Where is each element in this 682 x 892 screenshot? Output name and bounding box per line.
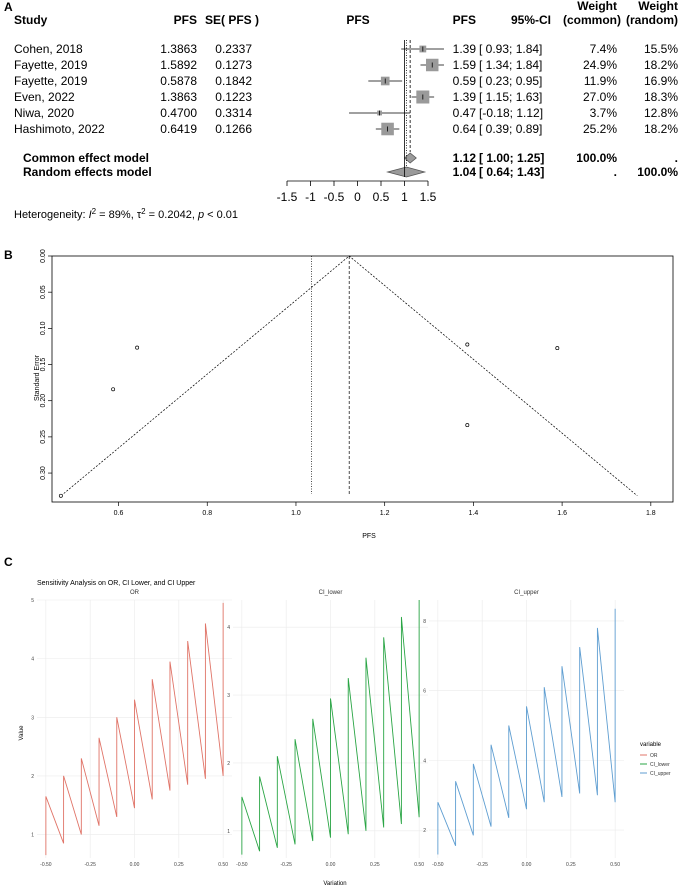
- sensitivity-plot: [4, 555, 671, 887]
- study-se: 0.1223: [215, 90, 252, 104]
- model-name: Common effect model: [23, 151, 150, 165]
- sensitivity-xlabel: Variation: [323, 881, 347, 887]
- study-ci: [ 1.15; 1.63]: [479, 90, 543, 104]
- header-ci: 95%-CI: [511, 13, 552, 27]
- facet-y-tick-label: 1: [227, 828, 230, 835]
- legend-label: CI_lower: [650, 762, 670, 768]
- study-name: Niwa, 2020: [14, 106, 75, 120]
- study-weight-common: 25.2%: [582, 122, 617, 136]
- study-se: 0.2337: [215, 42, 252, 56]
- study-weight-random: 18.2%: [643, 122, 678, 136]
- heterogeneity-prefix: Heterogeneity:: [14, 209, 89, 221]
- model-weight-random: 100.0%: [637, 165, 678, 179]
- study-weight-random: 15.5%: [643, 42, 678, 56]
- funnel-y-tick-label: 0.05: [40, 285, 47, 299]
- facet-y-tick-label: 4: [423, 758, 426, 765]
- funnel-y-tick-label: 0.20: [40, 393, 47, 408]
- header-pfs: PFS: [173, 13, 197, 27]
- funnel-x-tick-label: 1.0: [291, 510, 301, 517]
- forest-x-tick-label: 0.5: [372, 190, 390, 204]
- model-ci: [ 1.00; 1.25]: [479, 151, 545, 165]
- study-point: [466, 343, 469, 346]
- sensitivity-ylabel: Value: [19, 725, 25, 741]
- facet-x-tick-label: 0.50: [414, 862, 425, 868]
- study-weight-random: 18.2%: [643, 58, 678, 72]
- facet-x-tick-label: -0.50: [40, 862, 52, 868]
- header-weight-common-1: Weight: [577, 0, 617, 13]
- study-weight-random: 12.8%: [643, 106, 678, 120]
- model-row: [23, 151, 678, 165]
- facet-y-tick-label: 1: [31, 832, 34, 839]
- facet-y-tick-label: 5: [31, 598, 34, 604]
- study-ci: [-0.18; 1.12]: [479, 106, 544, 120]
- study-point: [112, 388, 115, 391]
- forest-x-tick-label: -1.5: [276, 190, 298, 204]
- facet-x-tick-label: 0.50: [610, 862, 621, 868]
- funnel-y-tick-label: 0.00: [40, 249, 47, 263]
- facet-x-tick-label: -0.50: [236, 862, 248, 868]
- forest-plot: [4, 0, 678, 221]
- forest-x-tick-label: 0: [354, 190, 361, 204]
- facet-title: OR: [130, 590, 139, 596]
- study-estimate: 1.39: [452, 42, 476, 56]
- study-estimate: 0.59: [452, 74, 476, 88]
- facet-x-tick-label: 0.00: [521, 862, 532, 868]
- model-ci: [ 0.64; 1.43]: [479, 165, 545, 179]
- forest-x-tick-label: -0.5: [323, 190, 345, 204]
- study-ci: [ 0.39; 0.89]: [479, 122, 543, 136]
- facet-x-tick-label: 0.25: [173, 862, 184, 868]
- funnel-x-tick-label: 0.8: [202, 510, 213, 517]
- study-ci: [ 0.23; 0.95]: [479, 74, 543, 88]
- facet-x-tick-label: -0.25: [280, 862, 292, 868]
- funnel-x-tick-label: 1.4: [468, 510, 479, 517]
- facet-x-tick-label: -0.50: [432, 862, 444, 868]
- model-weight-random: .: [674, 151, 678, 165]
- funnel-ylabel: Standard Error: [34, 355, 41, 401]
- facet-y-tick-label: 8: [423, 618, 426, 625]
- legend-title: variable: [640, 742, 662, 748]
- header-pfs-estimate: PFS: [452, 13, 476, 27]
- facet-x-tick-label: -0.25: [84, 862, 96, 868]
- study-row: [14, 58, 678, 72]
- facet-or: [31, 590, 232, 868]
- forest-rows: [14, 42, 678, 179]
- header-weight-random-1: Weight: [638, 0, 678, 13]
- study-weight-common: 7.4%: [589, 42, 617, 56]
- study-estimate: 0.64: [452, 122, 476, 136]
- header-weight-common-2: (common): [563, 13, 621, 27]
- study-point: [59, 494, 62, 497]
- heterogeneity-p: < 0.01: [207, 209, 239, 221]
- study-estimate: 0.47: [452, 106, 476, 120]
- header-se: SE( PFS ): [205, 13, 260, 27]
- study-se: 0.3314: [215, 106, 252, 120]
- forest-x-tick-label: 1.5: [419, 190, 437, 204]
- study-estimate: 1.59: [452, 58, 476, 72]
- forest-x-tick-label: -1: [305, 190, 316, 204]
- funnel-x-tick-label: 1.6: [557, 510, 567, 517]
- facets: [31, 590, 624, 868]
- forest-x-tick-label: 1: [401, 190, 408, 204]
- header-plot: PFS: [346, 13, 370, 27]
- study-pfs: 1.3863: [160, 42, 197, 56]
- model-row: [23, 165, 678, 179]
- legend-label: OR: [650, 753, 658, 759]
- study-weight-common: 27.0%: [582, 90, 617, 104]
- study-name: Cohen, 2018: [14, 42, 83, 56]
- study-pfs: 0.4700: [160, 106, 197, 120]
- facet-x-tick-label: 0.25: [369, 862, 380, 868]
- study-ci: [ 1.34; 1.84]: [479, 58, 543, 72]
- study-name: Fayette, 2019: [14, 74, 88, 88]
- facet-title: CI_lower: [318, 590, 343, 596]
- study-se: 0.1273: [215, 58, 252, 72]
- forest-plot-area: [277, 40, 444, 204]
- facet-y-tick-label: 3: [31, 715, 34, 722]
- study-se: 0.1842: [215, 74, 252, 88]
- facet-title: CI_upper: [514, 590, 539, 596]
- study-weight-common: 11.9%: [583, 74, 617, 88]
- heterogeneity-i2: 89%: [108, 209, 131, 221]
- study-row: [14, 106, 678, 120]
- model-estimate: 1.12: [452, 151, 476, 165]
- study-estimate: 1.39: [452, 90, 476, 104]
- study-weight-common: 24.9%: [582, 58, 617, 72]
- header-weight-random-2: (random): [626, 13, 678, 27]
- study-row: [14, 74, 678, 88]
- study-point: [466, 423, 469, 426]
- facet-ci-upper: [423, 590, 624, 868]
- study-name: Fayette, 2019: [14, 58, 88, 72]
- study-row: [14, 90, 678, 104]
- study-pfs: 0.6419: [160, 122, 197, 136]
- facet-x-tick-label: -0.25: [476, 862, 488, 868]
- facet-y-tick-label: 2: [423, 828, 426, 835]
- heterogeneity: Heterogeneity: $I^2 = 89\%$, $\tau^2 = 0.2042$, p < 0.01: [14, 207, 239, 221]
- facet-y-tick-label: 2: [31, 773, 34, 780]
- funnel-content: [40, 249, 656, 517]
- panel-label-c: C: [4, 555, 13, 569]
- model-diamond: [388, 167, 425, 177]
- facet-y-tick-label: 6: [423, 688, 426, 695]
- funnel-x-tick-label: 1.2: [379, 510, 390, 517]
- facet-ci-lower: [227, 590, 428, 868]
- panel-label-b: B: [4, 248, 13, 262]
- study-name: Hashimoto, 2022: [14, 122, 105, 136]
- funnel-y-tick-label: 0.30: [40, 466, 47, 480]
- study-pfs: 1.3863: [160, 90, 197, 104]
- study-point: [556, 347, 559, 350]
- study-row: [14, 42, 678, 56]
- study-weight-common: 3.7%: [589, 106, 617, 120]
- funnel-xlabel: PFS: [362, 533, 376, 540]
- funnel-frame: [52, 256, 673, 502]
- facet-x-tick-label: 0.00: [325, 862, 336, 868]
- funnel-y-tick-label: 0.15: [40, 357, 47, 372]
- study-row: [14, 122, 678, 136]
- study-weight-random: 16.9%: [643, 74, 678, 88]
- facet-y-tick-label: 4: [227, 625, 230, 632]
- study-se: 0.1266: [215, 122, 252, 136]
- model-weight-common: 100.0%: [576, 151, 617, 165]
- study-pfs: 0.5878: [160, 74, 197, 88]
- study-point: [136, 346, 139, 349]
- heterogeneity-tau2: 0.2042: [158, 209, 192, 221]
- model-weight-common: .: [613, 165, 617, 179]
- facet-y-tick-label: 2: [227, 760, 230, 767]
- study-weight-random: 18.3%: [643, 90, 678, 104]
- funnel-y-tick-label: 0.25: [40, 430, 47, 444]
- facet-y-tick-label: 4: [31, 656, 34, 663]
- facet-x-tick-label: 0.25: [565, 862, 576, 868]
- sensitivity-title: Sensitivity Analysis on OR, CI Lower, and CI Upper: [37, 580, 196, 587]
- model-estimate: 1.04: [452, 165, 476, 179]
- facet-y-tick-label: 3: [227, 693, 230, 700]
- funnel-y-tick-label: 0.10: [40, 321, 47, 336]
- study-name: Even, 2022: [14, 90, 75, 104]
- legend-label: CI_upper: [650, 771, 671, 777]
- facet-x-tick-label: 0.50: [218, 862, 229, 868]
- header-study: Study: [14, 13, 48, 27]
- model-name: Random effects model: [23, 165, 152, 179]
- study-pfs: 1.5892: [160, 58, 197, 72]
- funnel-plot: [4, 248, 673, 540]
- facet-x-tick-label: 0.00: [129, 862, 140, 868]
- funnel-x-tick-label: 0.6: [113, 510, 124, 517]
- legend: [640, 742, 671, 777]
- panel-label-a: A: [4, 0, 13, 14]
- funnel-x-tick-label: 1.8: [645, 510, 656, 517]
- study-ci: [ 0.93; 1.84]: [479, 42, 543, 56]
